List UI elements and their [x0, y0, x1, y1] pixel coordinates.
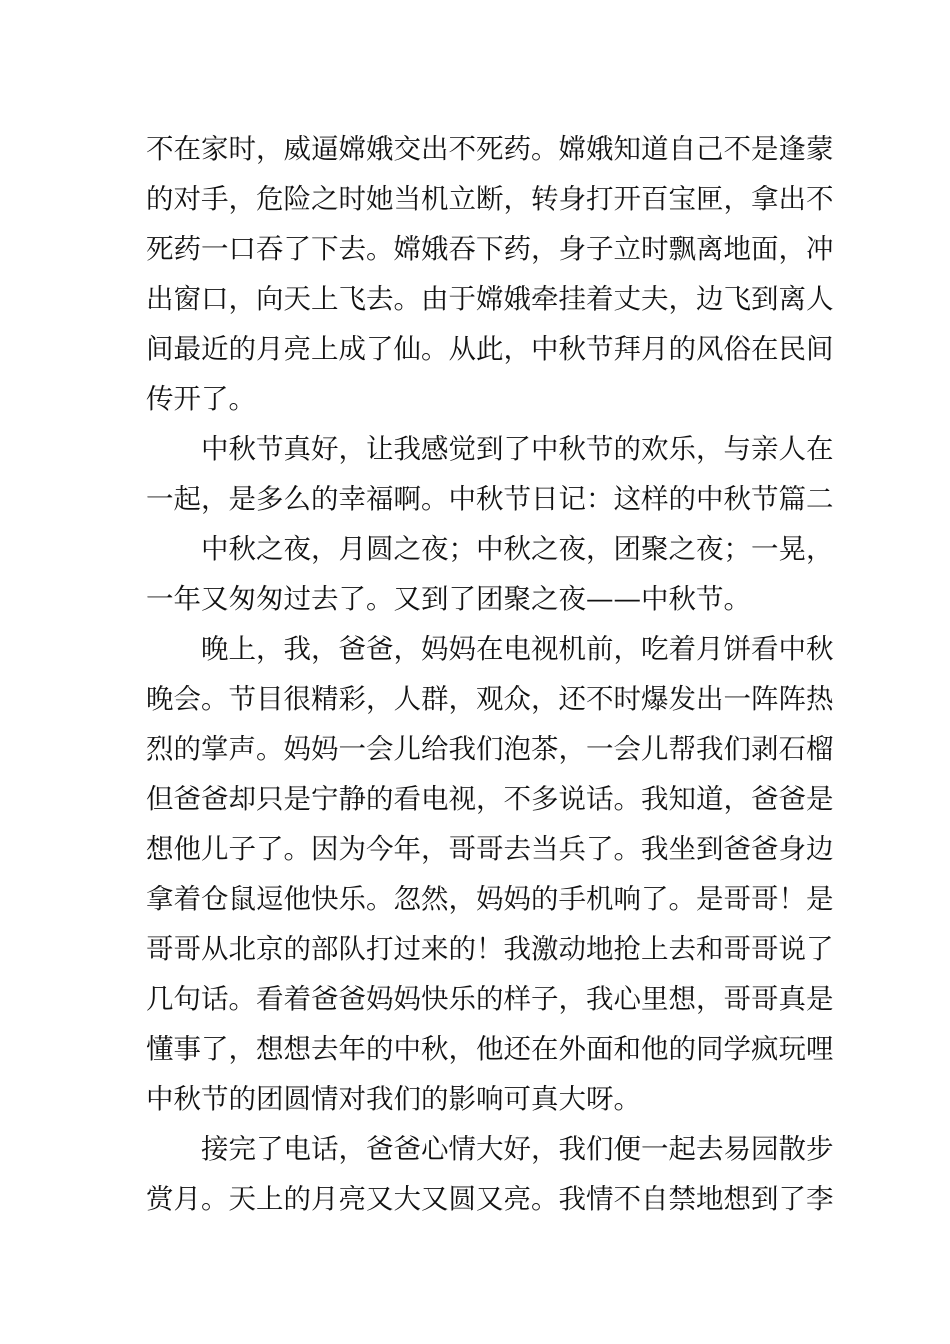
text-line: 烈的掌声。妈妈一会儿给我们泡茶，一会儿帮我们剥石榴: [146, 733, 834, 765]
text-line: 拿着仓鼠逗他快乐。忽然，妈妈的手机响了。是哥哥！是: [146, 883, 834, 915]
text-line: 的对手，危险之时她当机立断，转身打开百宝匣，拿出不: [146, 183, 834, 215]
text-line: 几句话。看着爸爸妈妈快乐的样子，我心里想，哥哥真是: [146, 983, 834, 1015]
text-line: 但爸爸却只是宁静的看电视，不多说话。我知道，爸爸是: [146, 783, 834, 815]
text-line: 中秋之夜，月圆之夜；中秋之夜，团聚之夜；一晃，: [201, 533, 834, 565]
text-line: 传开了。: [146, 383, 256, 415]
text-line: 不在家时，威逼嫦娥交出不死药。嫦娥知道自己不是逢蒙: [146, 133, 834, 165]
text-line: 赏月。天上的月亮又大又圆又亮。我情不自禁地想到了李: [146, 1183, 834, 1215]
text-line: 晚上，我，爸爸，妈妈在电视机前，吃着月饼看中秋: [201, 633, 834, 665]
text-line: 死药一口吞了下去。嫦娥吞下药，身子立时飘离地面，冲: [146, 233, 834, 265]
text-line: 晚会。节目很精彩，人群，观众，还不时爆发出一阵阵热: [146, 683, 834, 715]
text-line: 想他儿子了。因为今年，哥哥去当兵了。我坐到爸爸身边: [146, 833, 834, 865]
text-line: 间最近的月亮上成了仙。从此，中秋节拜月的风俗在民间: [146, 333, 834, 365]
text-line: 中秋节真好，让我感觉到了中秋节的欢乐，与亲人在: [201, 433, 834, 465]
text-line: 懂事了，想想去年的中秋，他还在外面和他的同学疯玩哩: [146, 1033, 834, 1065]
body-text: [146, 124, 834, 1224]
text-line: 中秋节的团圆情对我们的影响可真大呀。: [146, 1083, 641, 1115]
text-line: 一年又匆匆过去了。又到了团聚之夜——中秋节。: [146, 583, 751, 615]
text-line: 哥哥从北京的部队打过来的！我激动地抢上去和哥哥说了: [146, 933, 834, 965]
text-line: 出窗口，向天上飞去。由于嫦娥牵挂着丈夫，边飞到离人: [146, 283, 834, 315]
text-line: 一起，是多么的幸福啊。中秋节日记：这样的中秋节篇二: [146, 483, 834, 515]
text-line: 接完了电话，爸爸心情大好，我们便一起去易园散步: [201, 1133, 834, 1165]
